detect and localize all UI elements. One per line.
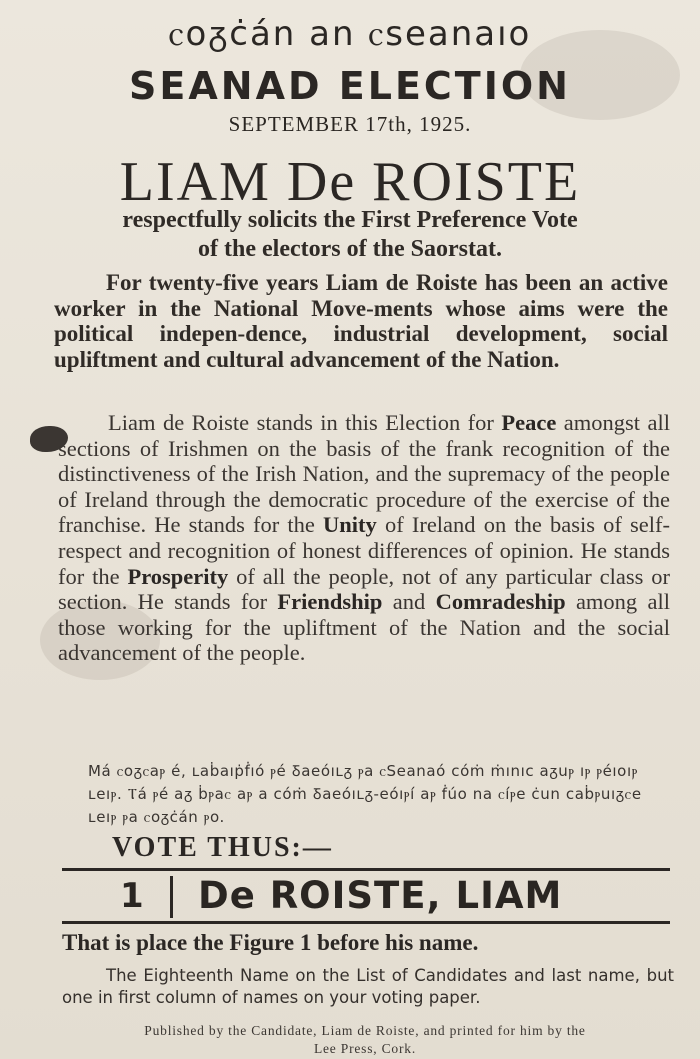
preference-number: 1 [120, 876, 144, 916]
imprint-line-2: Lee Press, Cork. [313, 1041, 417, 1056]
text-run: of Ireland on the basis of self-respect and recognition of honest differences of opinion. He stands for the [58, 512, 670, 589]
emphasis-friendship: Friendship [277, 589, 383, 615]
gaelic-title: ⲥoᵹċán an ⲥseanaıo [168, 14, 532, 54]
emphasis-peace: Peace [501, 410, 557, 435]
text-run: amongst all sections of Irishmen on the basis of the frank recognition of the distinctiveness of the Irish Nation, and the supremacy of the people of Ireland through the democratic procedure of the exercise of the franchise. He stands for the [58, 410, 670, 538]
ballot-rule-bottom [62, 921, 670, 924]
platform-paragraph [58, 410, 670, 666]
ballot-candidate-name: De ROISTE, LIAM [198, 874, 563, 917]
text-run: and [382, 589, 436, 615]
solicit-line-2: of the electors of the Saorstat. [198, 236, 502, 262]
publisher-imprint [60, 1022, 670, 1058]
voting-instruction: That is place the Figure 1 before his name. [62, 930, 479, 955]
ballot-divider [170, 876, 173, 918]
vote-thus-label: VOTE THUS:— [112, 832, 333, 863]
emphasis-comradeship: Comradeship [435, 589, 566, 615]
emphasis-unity: Unity [323, 512, 377, 538]
candidate-name-heading: LIAM De ROISTE [119, 151, 581, 213]
text-run: among all those working for the upliftment of the Nation and the social advancement of the people. [58, 589, 670, 666]
emphasis-prosperity: Prosperity [127, 563, 229, 589]
gaelic-paragraph: Má ⲥoᵹⲥaⲣ é, ʟaḃaıṗḟıó ⲣé Ᵹaeóıʟᵹ ⲣa ⲥSeanaó cóṁ ṁınıc aᵹuⲣ ıⲣ ⲣéıoıⲣ ʟeıⲣ. Ⲧá ⲣé aᵹ ḃⲣaⲥ aⲣ a cóṁ Ᵹaeóıʟᵹ-eóıⲣí aⲣ ḟúo na ⲥíⲣe ċun caḃⲣuıᵹⲥe ʟeıⲣ ⲣa ⲥoᵹċán ⲣo. [88, 762, 642, 826]
ballot-position-note: The Eighteenth Name on the List of Candidates and last name, but one in first column of names on your voting paper. [62, 966, 674, 1007]
imprint-line-1: Published by the Candidate, Liam de Roiste, and printed for him by the [144, 1023, 586, 1038]
text-run: of all the people, not of any particular class or section. He stands for [58, 563, 670, 615]
election-title: SEANAD ELECTION [129, 64, 571, 108]
election-date: SEPTEMBER 17th, 1925. [228, 112, 472, 136]
career-paragraph: For twenty-five years Liam de Roiste has been an active worker in the National Move-ments whose aims were the political indepen-dence, industrial development, social upliftment and cultural advancement of the Nation. [54, 270, 668, 372]
solicit-text [40, 206, 660, 264]
text-run: Liam de Roiste stands in this Election for [108, 410, 502, 435]
ballot-rule-top [62, 868, 670, 871]
ballot-example [62, 872, 670, 920]
solicit-line-1: respectfully solicits the First Preference Vote [122, 207, 578, 233]
